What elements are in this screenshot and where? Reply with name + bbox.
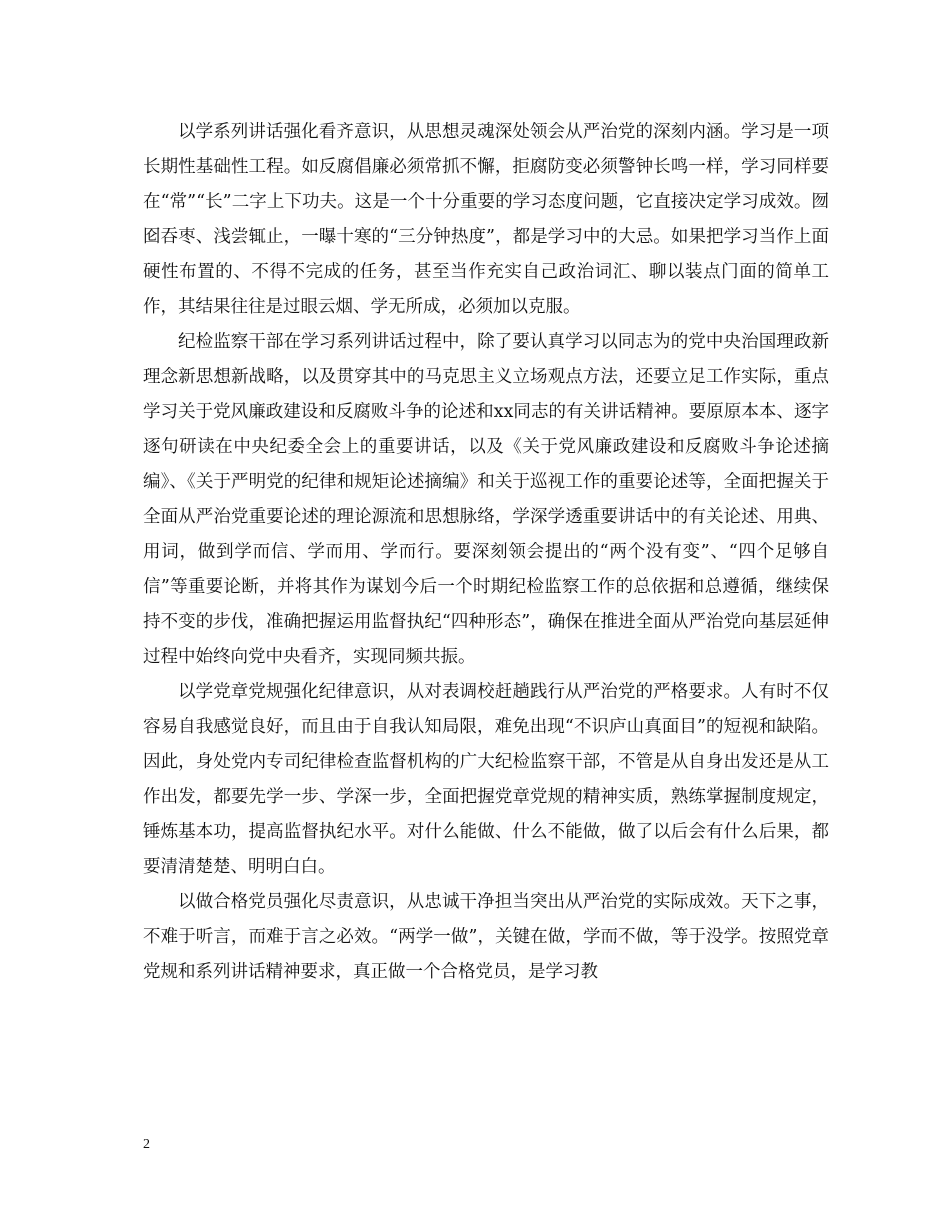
paragraph: 纪检监察干部在学习系列讲话过程中，除了要认真学习以同志为的党中央治国理政新理念新思想新战略，以及贯穿其中的马克思主义立场观点方法，还要立足工作实际，重点学习关于党风廉政建设和反腐败斗争的论述和xx同志的有关讲话精神。要原原本本、逐字逐句研读在中央纪委全会上的重要讲话，以及《关于党风廉政建设和反腐败斗争论述摘编》、《关于严明党的纪律和规矩论述摘编》和关于巡视工作的重要论述等，全面把握关于全面从严治党重要论述的理论源流和思想脉络，学深学透重要讲话中的有关论述、用典、用词，做到学而信、学而用、学而行。要深刻领会提出的“两个没有变”、“四个足够自信”等重要论断，并将其作为谋划今后一个时期纪检监察工作的总依据和总遵循，继续保持不变的步伐，准确把握运用监督执纪“四种形态”，确保在推进全面从严治党向基层延伸过程中始终向党中央看齐，实现同频共振。 <box>143 332 829 667</box>
paragraph: 以学党章党规强化纪律意识，从对表调校赶趟践行从严治党的严格要求。人有时不仅容易自我感觉良好，而且由于自我认知局限，难免出现“不识庐山真面目”的短视和缺陷。因此，身处党内专司纪律检查监督机构的广大纪检监察干部，不管是从自身出发还是从工作出发，都要先学一步、学深一步，全面把握党章党规的精神实质，熟练掌握制度规定，锤炼基本功，提高监督执纪水平。对什么能做、什么不能做，做了以后会有什么后果，都要清清楚楚、明明白白。 <box>143 682 829 877</box>
paragraph: 以做合格党员强化尽责意识，从忠诚干净担当突出从严治党的实际成效。天下之事，不难于听言，而难于言之必效。“两学一做”，关键在做，学而不做，等于没学。按照党章党规和系列讲话精神要求，真正做一个合格党员，是学习教 <box>143 892 829 982</box>
paragraph: 以学系列讲话强化看齐意识，从思想灵魂深处领会从严治党的深刻内涵。学习是一项长期性基础性工程。如反腐倡廉必须常抓不懈，拒腐防变必须警钟长鸣一样，学习同样要在“常”“长”二字上下功夫。这是一个十分重要的学习态度问题，它直接决定学习成效。囫囵吞枣、浅尝辄止，一曝十寒的“三分钟热度”，都是学习中的大忌。如果把学习当作上面硬性布置的、不得不完成的任务，甚至当作充实自己政治词汇、聊以装点门面的简单工作，其结果往往是过眼云烟、学无所成，必须加以克服。 <box>143 122 829 317</box>
page-number: 2 <box>143 1137 150 1152</box>
document-body <box>143 115 829 990</box>
